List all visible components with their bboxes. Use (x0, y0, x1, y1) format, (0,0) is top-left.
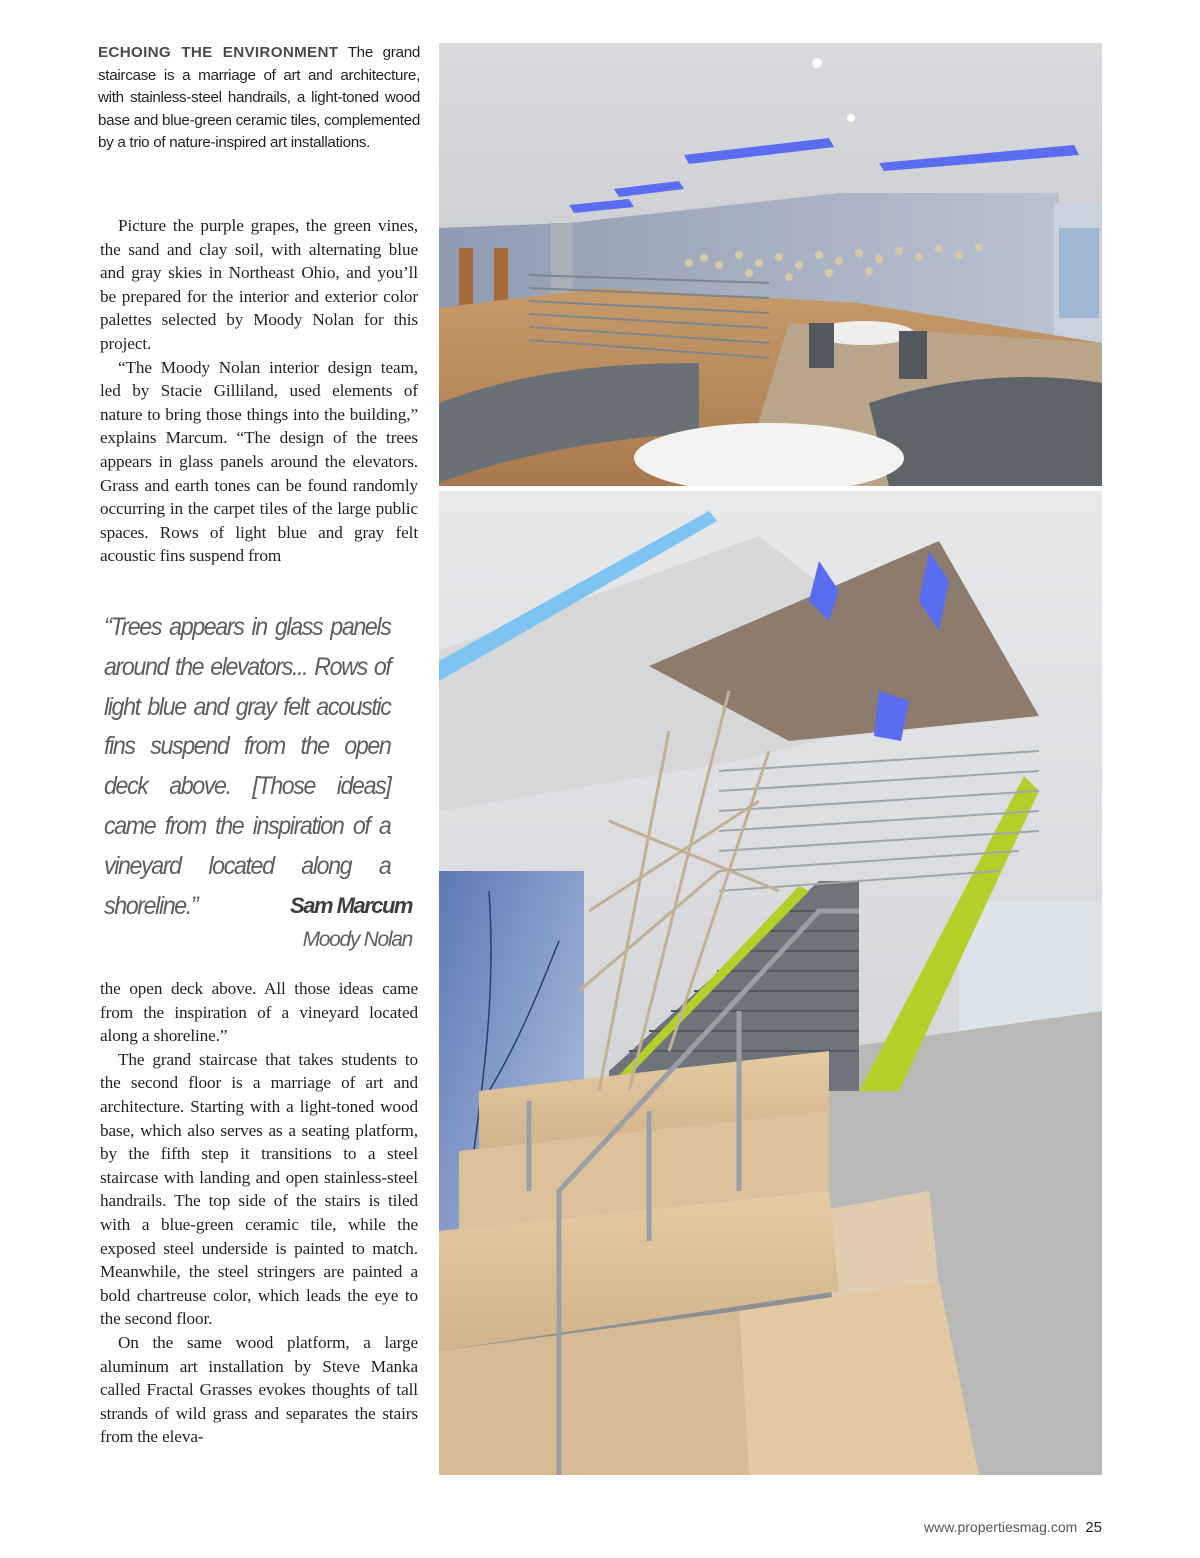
body-paragraph: On the same wood platform, a large aluminum art installation by Steve Manka called Fractal Grasses evokes thoughts of tall strands of wild grass and separates the stairs from the eleva- (100, 1332, 418, 1447)
photo-lounge (439, 43, 1102, 486)
body-paragraph: The grand staircase that takes students to the second floor is a marriage of art and architecture. Starting with a light-toned wood base, which also serves as a seating platform, by the fifth step it transitions to a steel staircase with landing and open stainless-steel handrails. The top side of the stairs is tiled with a blue-green ceramic tile, while the exposed steel underside is painted to match. Meanwhile, the steel stringers are painted a bold chartreuse color, which leads the eye to the second floor. (100, 1049, 418, 1329)
caption-text: The grand staircase is a marriage of art and architecture, with stainless-steel handrails, a light-toned wood base and blue-green ceramic tiles, complemented by a trio of nature-inspired art installations. (98, 44, 420, 152)
page-number: 25 (1085, 1519, 1102, 1536)
quote-attribution-org: Moody Nolan (302, 928, 412, 951)
photo-caption (98, 42, 420, 155)
body-paragraph: “The Moody Nolan interior design team, led by Stacie Gilliland, used elements of nature to bring those things into the building,” explains Marcum. “The design of the trees appears in glass panels around the elevators. Grass and earth tones can be found randomly occurring in the carpet tiles of the large public spaces. Rows of light blue and gray felt acoustic fins suspend from (100, 357, 418, 566)
caption-heading: ECHOING THE ENVIRONMENT (98, 44, 339, 61)
photo-staircase (439, 491, 1102, 1475)
body-column-bottom (100, 977, 418, 1449)
body-paragraph: the open deck above. All those ideas came from the inspiration of a vineyard located along a shoreline.” (100, 979, 418, 1046)
footer-url: www.propertiesmag.com (924, 1519, 1078, 1535)
pull-quote: “Trees appears in glass panels around the elevators... Rows of light blue and gray felt acoustic fins suspend from the open deck above. [Those ideas] came from the inspiration of a vineyard located along a shoreline.” (104, 613, 391, 920)
page-footer (924, 1519, 1102, 1536)
body-paragraph: Picture the purple grapes, the green vines, the sand and clay soil, with alternating blue and gray skies in Northeast Ohio, and you’ll be prepared for the interior and exterior color palettes selected by Moody Nolan for this project. (100, 216, 418, 353)
body-column-top (100, 214, 418, 568)
quote-attribution-name: Sam Marcum (290, 893, 412, 918)
